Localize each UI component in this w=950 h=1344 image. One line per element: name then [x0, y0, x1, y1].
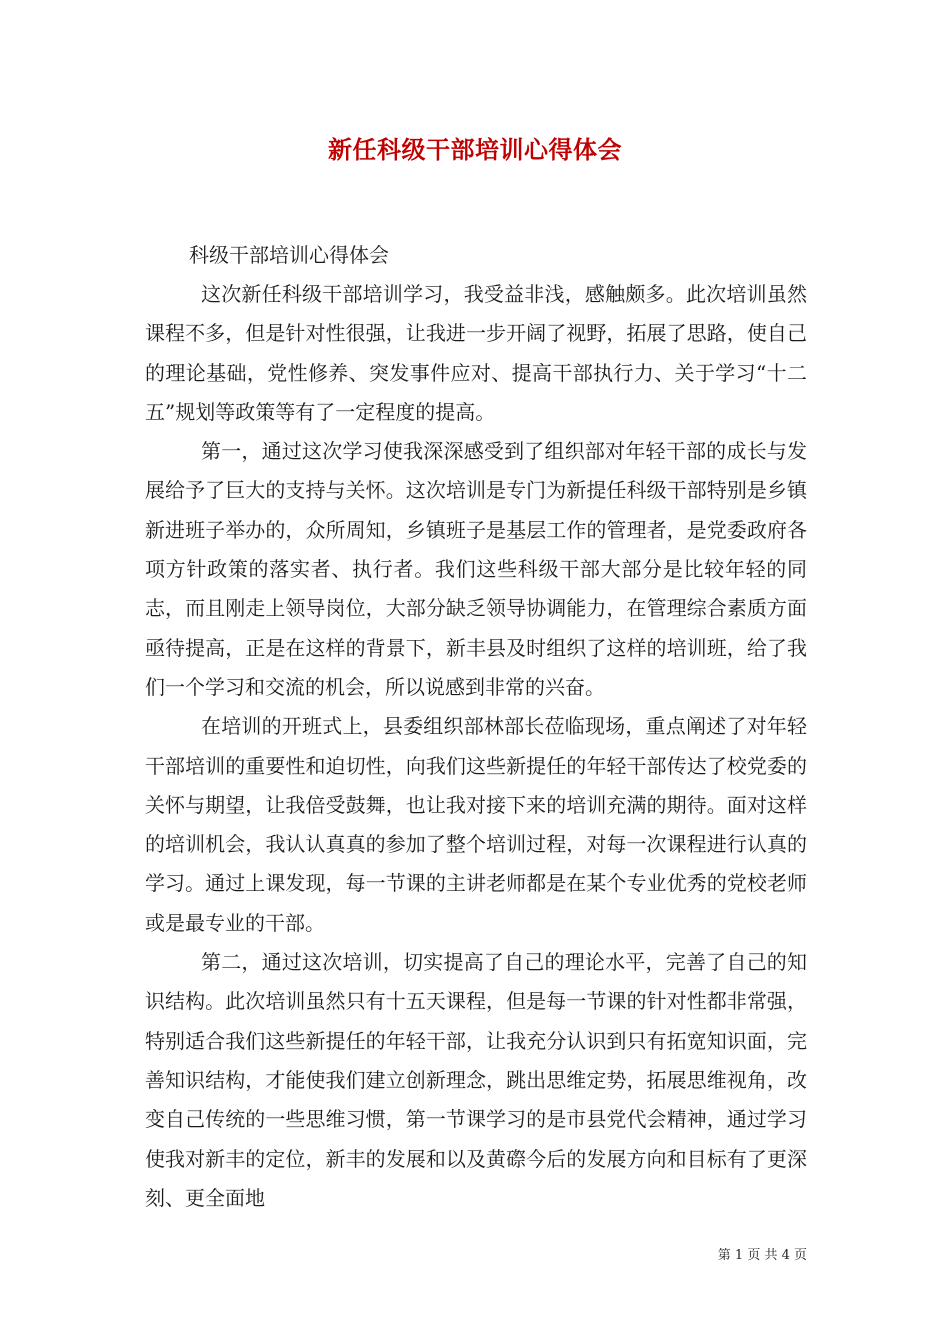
document-body: [145, 236, 807, 1218]
paragraph-intro: 这次新任科级干部培训学习，我受益非浅，感触颇多。此次培训虽然课程不多，但是针对性很强，让我进一步开阔了视野，拓展了思路，使自己的理论基础，党性修养、突发事件应对、提高干部执行力、关于学习“十二五”规划等政策等有了一定程度的提高。: [145, 282, 807, 424]
paragraph-first-point: 第一，通过这次学习使我深深感受到了组织部对年轻干部的成长与发展给予了巨大的支持与关怀。这次培训是专门为新提任科级干部特别是乡镇新进班子举办的，众所周知，乡镇班子是基层工作的管理者，是党委政府各项方针政策的落实者、执行者。我们这些科级干部大部分是比较年轻的同志，而且刚走上领导岗位，大部分缺乏领导协调能力，在管理综合素质方面亟待提高，正是在这样的背景下，新丰县及时组织了这样的培训班，给了我们一个学习和交流的机会，所以说感到非常的兴奋。: [145, 439, 807, 699]
document-subtitle: 科级干部培训心得体会: [189, 243, 389, 267]
paragraph-opening-ceremony: 在培训的开班式上，县委组织部林部长莅临现场，重点阐述了对年轻干部培训的重要性和迫切性，向我们这些新提任的年轻干部传达了校党委的关怀与期望，让我倍受鼓舞，也让我对接下来的培训充满的期待。面对这样的培训机会，我认认真真的参加了整个培训过程，对每一次课程进行认真的学习。通过上课发现，每一节课的主讲老师都是在某个专业优秀的党校老师或是最专业的干部。: [145, 714, 807, 935]
document-title: 新任科级干部培训心得体会: [328, 135, 622, 164]
page-number-footer: 第 1 页 共 4 页: [717, 1248, 807, 1263]
paragraph-second-point: 第二，通过这次培训，切实提高了自己的理论水平，完善了自己的知识结构。此次培训虽然只有十五天课程，但是每一节课的针对性都非常强，特别适合我们这些新提任的年轻干部，让我充分认识到只有拓宽知识面，完善知识结构，才能使我们建立创新理念，跳出思维定势，拓展思维视角，改变自己传统的一些思维习惯，第一节课学习的是市县党代会精神，通过学习使我对新丰的定位，新丰的发展和以及黄磜今后的发展方向和目标有了更深刻、更全面地: [145, 950, 807, 1210]
